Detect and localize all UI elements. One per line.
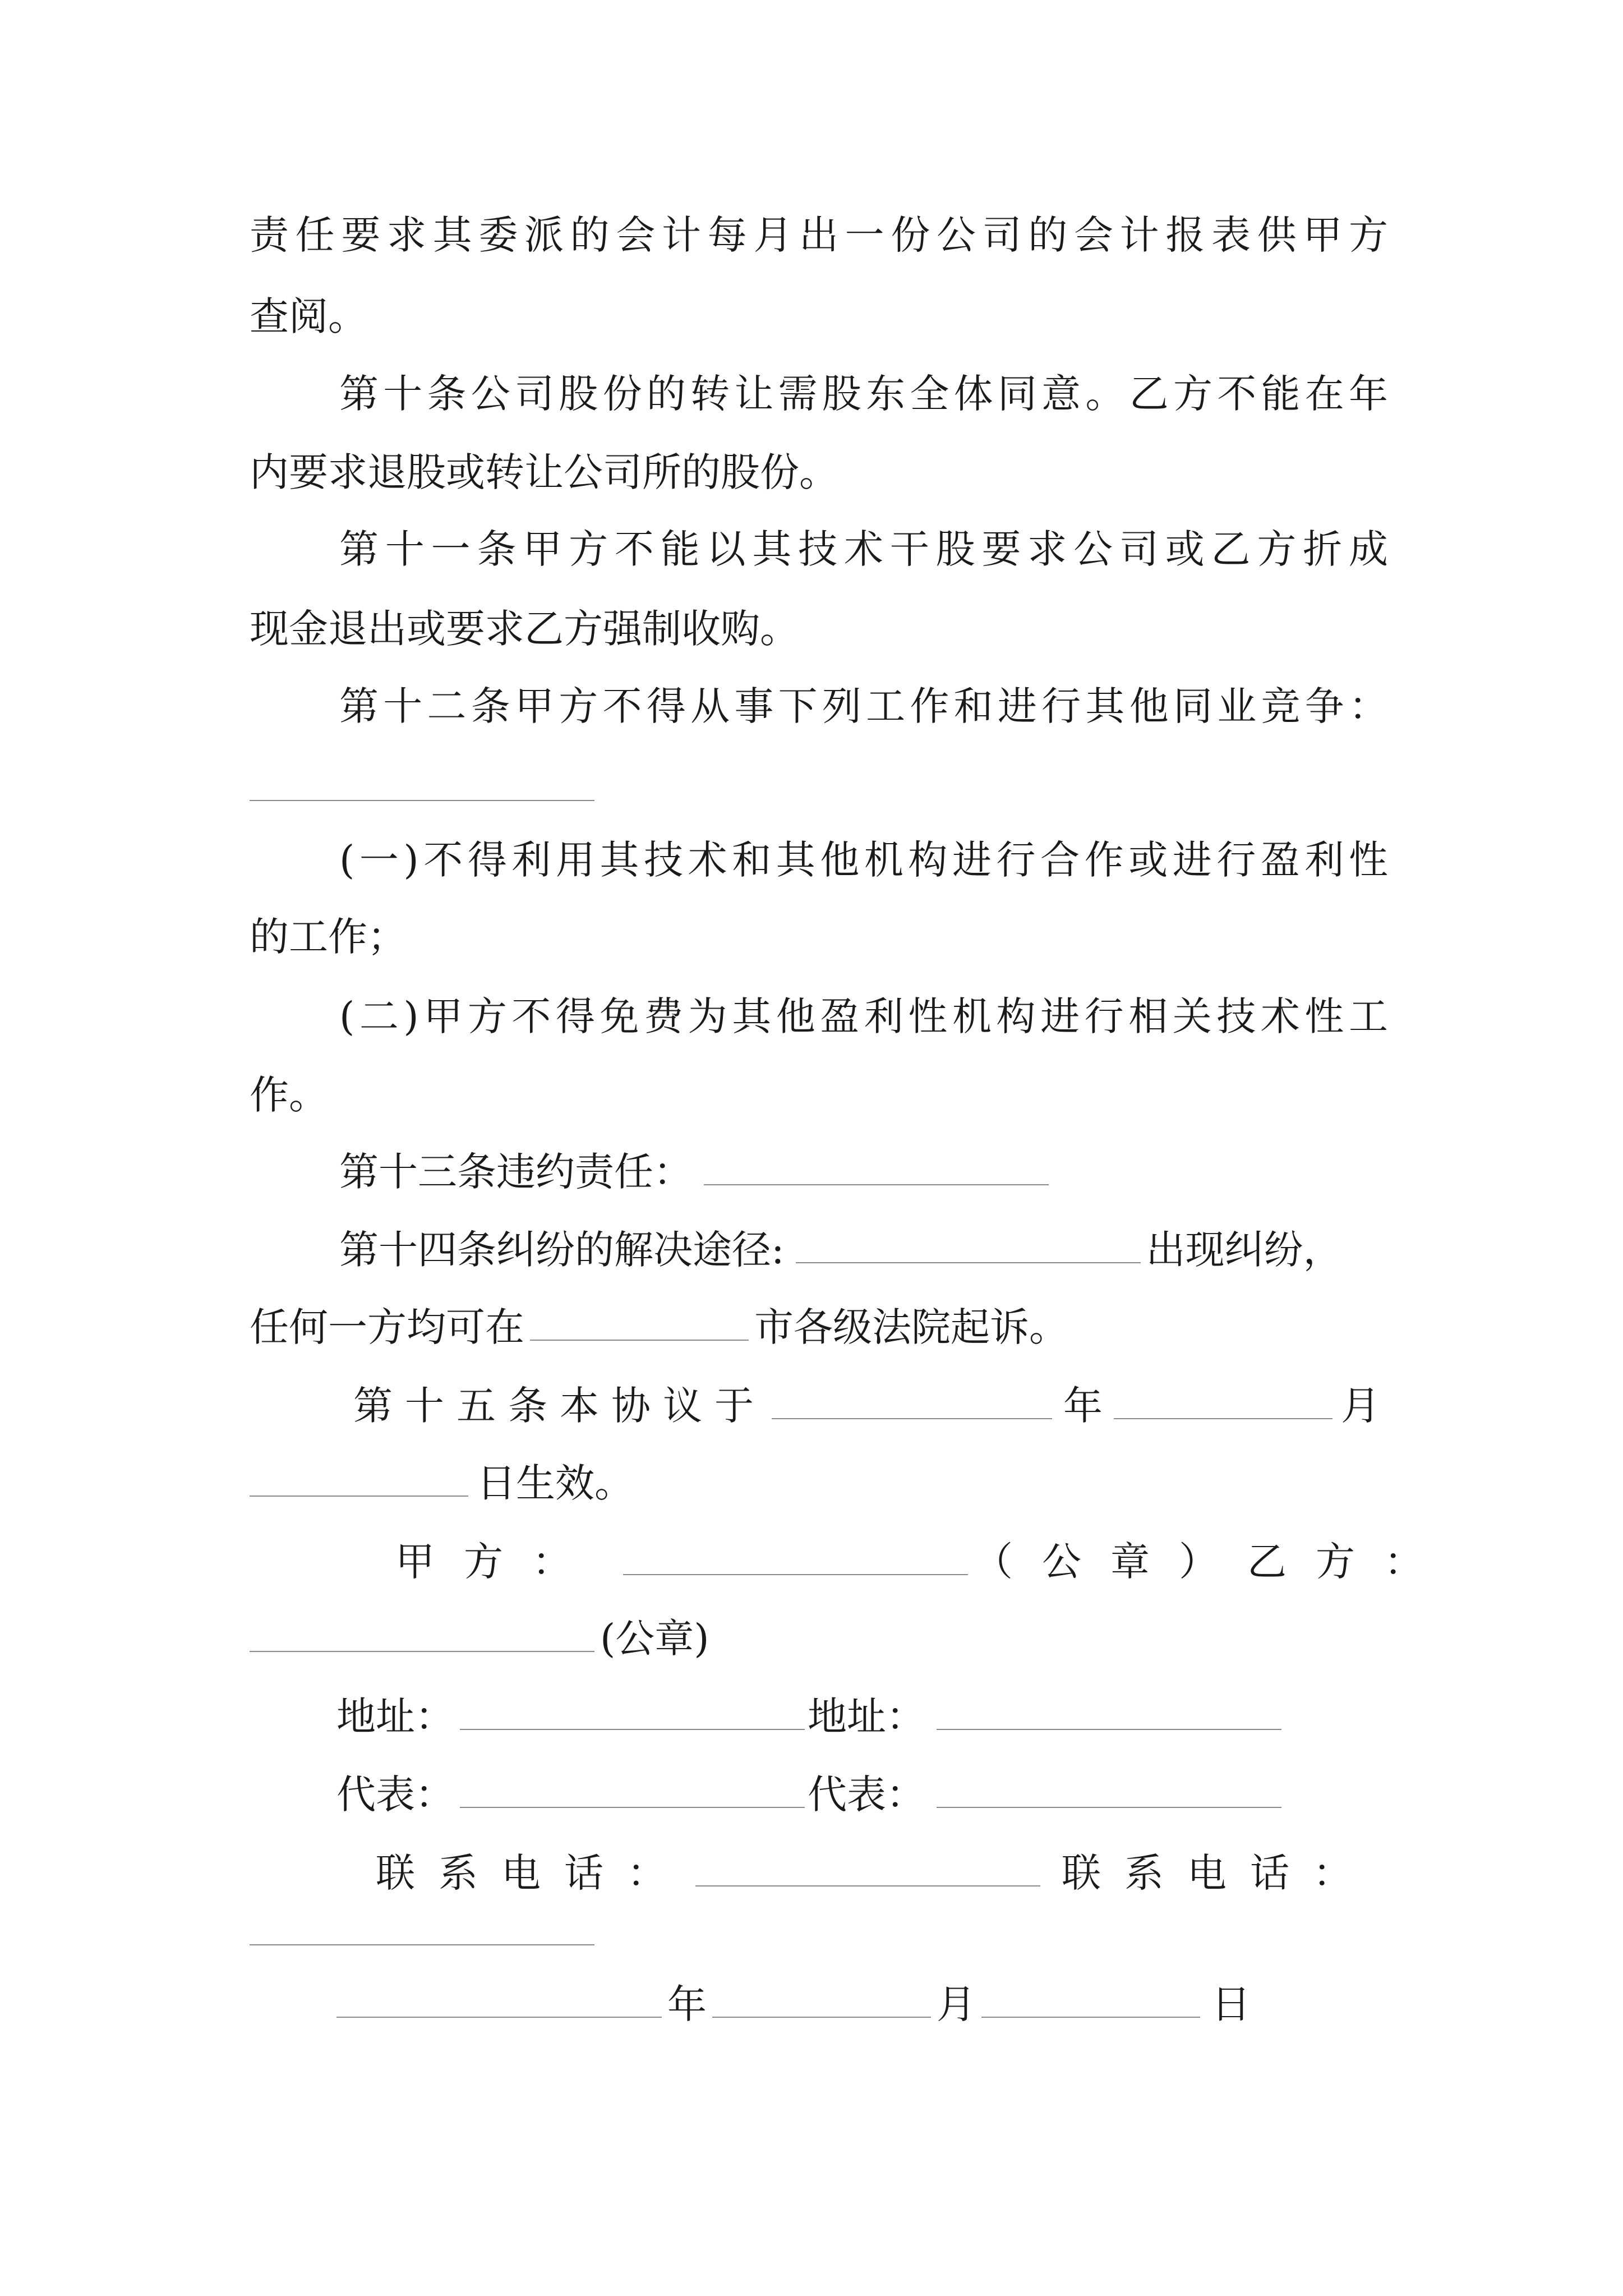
seal-label: (公章) [600, 1616, 709, 1662]
blank-field [460, 1690, 805, 1730]
blank-field [796, 1223, 1141, 1263]
text-line [250, 1456, 1388, 1510]
blank-field [712, 1977, 931, 2018]
party-b-label: （公章）乙方： [974, 1539, 1453, 1585]
rep-label-a: 代表： [336, 1772, 454, 1818]
blank-field [1114, 1379, 1332, 1419]
text-line: 查阅。 [250, 293, 367, 339]
blank-field [704, 1145, 1049, 1185]
article-15 [353, 1379, 1402, 1433]
rep-label-b: 代表： [808, 1772, 925, 1818]
article-12: 第十二条甲方不得从事下列工作和进行其他同业竞争： [339, 683, 1388, 729]
text-fragment: 市各级法院起诉。 [754, 1304, 1068, 1350]
representative-row [336, 1768, 1475, 1821]
phone-row [376, 1846, 1388, 1900]
article-13 [339, 1145, 1388, 1199]
blank-field [772, 1379, 1052, 1419]
text-line: 现金退出或要求乙方强制收购。 [250, 606, 799, 652]
text-fragment: 任何一方均可在 [250, 1304, 524, 1350]
blank-field [530, 1300, 749, 1341]
blank-field [250, 1456, 468, 1497]
blank-field [623, 1535, 968, 1575]
date-row [336, 1977, 1475, 2031]
day-label: 日 [1211, 1981, 1251, 2027]
clause-1: (一)不得利用其技术和其他机构进行合作或进行盈利性 [339, 837, 1388, 883]
blank-field [695, 1846, 1040, 1887]
year-label: 年 [667, 1981, 707, 2027]
phone-label-a: 联系电话： [376, 1850, 690, 1896]
blank-field [937, 1690, 1281, 1730]
article-14 [339, 1223, 1388, 1277]
blank-line [250, 800, 594, 801]
blank-field [250, 1612, 594, 1652]
text-line: 作。 [250, 1072, 328, 1118]
text-line [250, 1612, 1388, 1665]
month-label: 月 [937, 1981, 976, 2027]
text-line [250, 1300, 1388, 1354]
article-11: 第十一条甲方不能以其技术干股要求公司或乙方折成 [339, 526, 1388, 572]
address-label-b: 地址： [808, 1694, 925, 1740]
blank-field [937, 1768, 1281, 1808]
text-fragment: 出现纠纷， [1146, 1227, 1343, 1273]
text-line: 责任要求其委派的会计每月出一份公司的会计报表供甲方 [250, 212, 1388, 258]
blank-field [336, 1977, 662, 2018]
text-line: 的工作； [250, 914, 407, 960]
text-line: 内要求退股或转让公司所的股份。 [250, 449, 838, 495]
signature-party [395, 1535, 1453, 1589]
article-15-label: 第十五条本协议于 [353, 1383, 766, 1429]
article-14-label: 第十四条纠纷的解决途径: [339, 1227, 785, 1273]
address-row [336, 1690, 1475, 1743]
text-fragment: 日生效。 [477, 1460, 634, 1506]
text-fragment: 年 [1063, 1383, 1103, 1429]
text-fragment: 月 [1341, 1383, 1380, 1429]
article-13-label: 第十三条违约责任： [339, 1149, 693, 1195]
clause-2: (二)甲方不得免费为其他盈利性机构进行相关技术性工 [339, 993, 1388, 1039]
phone-label-b: 联系电话： [1062, 1850, 1376, 1896]
blank-line [250, 1944, 594, 1945]
blank-field [981, 1977, 1200, 2018]
party-a-label: 甲方： [395, 1539, 601, 1585]
blank-field [460, 1768, 805, 1808]
address-label-a: 地址： [336, 1694, 454, 1740]
article-10: 第十条公司股份的转让需股东全体同意。乙方不能在年 [339, 371, 1388, 417]
